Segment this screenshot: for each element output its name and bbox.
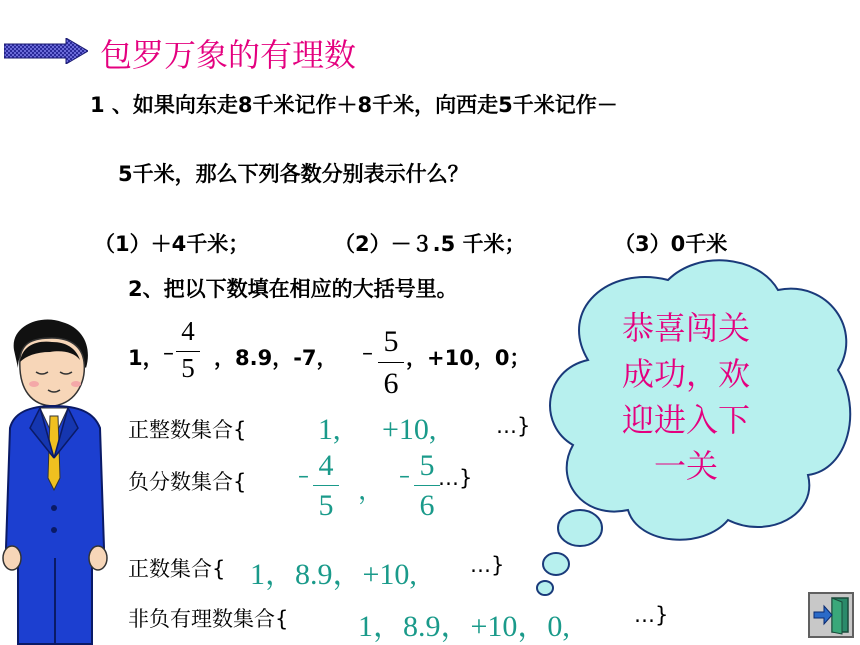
question-1-item-1: （1）＋4千米； bbox=[94, 232, 250, 256]
bowing-man-icon bbox=[0, 318, 112, 645]
neg-fraction-2-sign: – bbox=[399, 464, 410, 489]
bubble-message bbox=[596, 305, 776, 489]
fraction-denominator: 5 bbox=[318, 489, 334, 522]
question-1-item-2: （2）－３.5 千米； bbox=[334, 232, 526, 256]
positive-numbers-label: 正数集合{ bbox=[128, 557, 226, 581]
fraction-numerator: 5 bbox=[419, 449, 435, 482]
negative-fractions-separator: ， bbox=[358, 476, 385, 505]
positive-integers-answer-1: 1, bbox=[318, 413, 341, 446]
bubble-line-4: 一关 bbox=[653, 447, 718, 485]
question-1-item-3: （3）0千米 bbox=[614, 232, 728, 256]
negative-fractions-close: …} bbox=[438, 466, 473, 490]
neg-fraction-1-sign: – bbox=[298, 464, 309, 489]
positive-integers-close: …} bbox=[496, 414, 531, 438]
negative-fractions-label: 负分数集合{ bbox=[128, 470, 247, 494]
fraction-denominator: 6 bbox=[419, 489, 435, 522]
fraction-1-sign: – bbox=[163, 341, 174, 366]
fraction-denominator: 6 bbox=[383, 367, 399, 400]
exit-door-icon[interactable] bbox=[808, 592, 854, 638]
fraction-2-sign: – bbox=[362, 341, 373, 366]
page-title: 包罗万象的有理数 bbox=[100, 36, 357, 74]
non-negative-rationals-answers: 1，8.9，+10，0, bbox=[358, 610, 570, 643]
bubble-line-1: 恭喜闯关 bbox=[621, 309, 750, 347]
positive-integers-answer-2: +10, bbox=[382, 413, 437, 446]
question-2-prompt: 2、把以下数填在相应的大括号里。 bbox=[128, 277, 458, 301]
answer-fraction-minus-4-5 bbox=[313, 451, 339, 521]
non-negative-rationals-label: 非负有理数集合{ bbox=[128, 607, 289, 631]
number-mid: ，8.9，-7， bbox=[214, 346, 338, 370]
fraction-numerator: 5 bbox=[383, 325, 399, 358]
positive-integers-label: 正整数集合{ bbox=[128, 418, 247, 442]
fraction-numerator: 4 bbox=[181, 316, 195, 346]
bubble-line-3: 迎进入下 bbox=[621, 401, 750, 439]
non-negative-rationals-close: …} bbox=[634, 603, 669, 627]
positive-numbers-answers: 1，8.9，+10, bbox=[250, 558, 417, 591]
fraction-minus-4-5 bbox=[176, 318, 200, 382]
question-1-line-1: 1 、如果向东走8千米记作＋8千米，向西走5千米记作－ bbox=[90, 93, 618, 117]
fraction-denominator: 5 bbox=[181, 353, 195, 383]
fraction-minus-5-6 bbox=[378, 327, 404, 399]
number-1: 1， bbox=[128, 346, 164, 370]
positive-numbers-close: …} bbox=[470, 553, 505, 577]
question-1-line-2: 5千米，那么下列各数分别表示什么？ bbox=[118, 162, 469, 186]
answer-fraction-minus-5-6 bbox=[414, 451, 440, 521]
number-tail: ，+10，0； bbox=[406, 346, 531, 370]
bubble-line-2: 成功，欢 bbox=[621, 355, 750, 393]
arrow-icon bbox=[4, 38, 88, 64]
fraction-numerator: 4 bbox=[318, 449, 334, 482]
